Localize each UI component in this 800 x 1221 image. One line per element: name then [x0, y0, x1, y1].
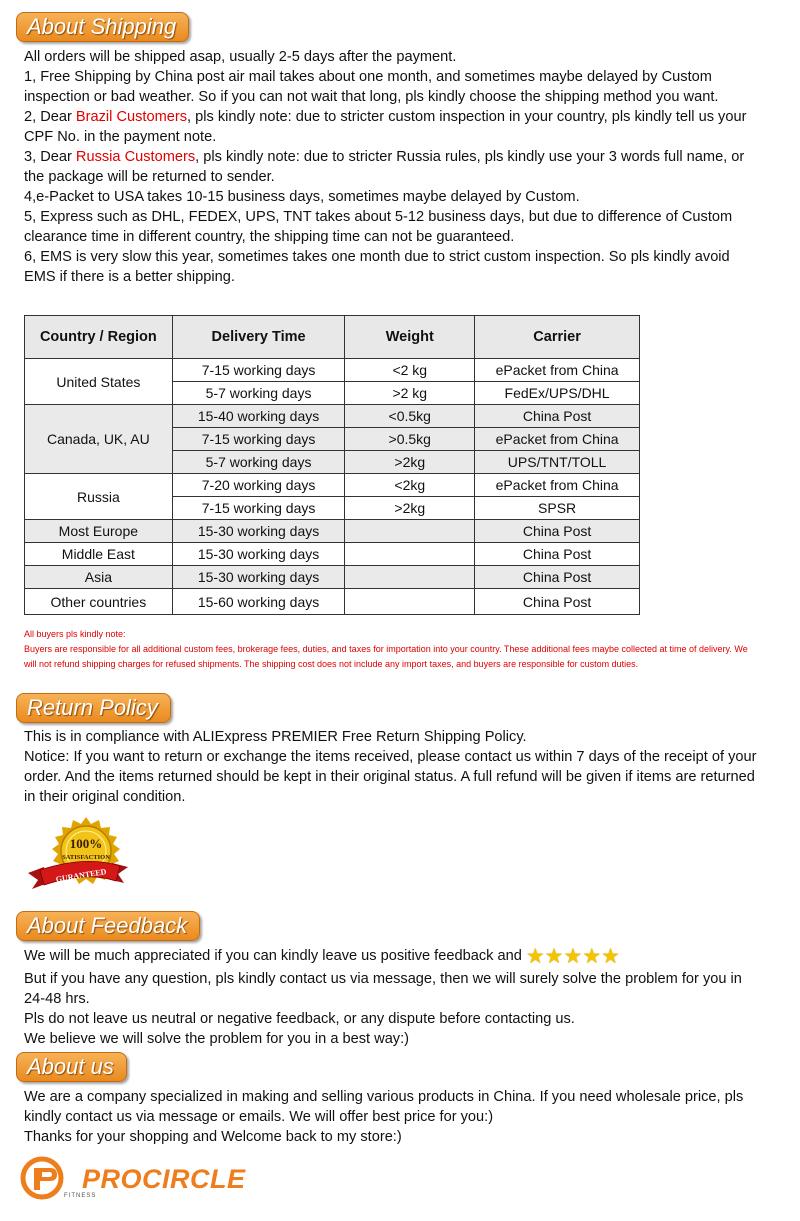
- about-shipping-heading: About Shipping: [27, 14, 177, 39]
- logo-sub: FITNESS: [64, 1193, 97, 1199]
- time-cell: 7-20 working days: [172, 474, 345, 497]
- procircle-logo-mark: [23, 1159, 61, 1197]
- time-cell: 15-30 working days: [172, 543, 345, 566]
- carrier-cell: China Post: [475, 405, 640, 428]
- region-cell: Asia: [25, 566, 173, 589]
- procircle-logo: [20, 1155, 290, 1201]
- shipping-point-3-pre: 3, Dear: [24, 149, 76, 165]
- shipping-point-3: [24, 147, 764, 187]
- table-row: [25, 566, 640, 589]
- time-cell: 15-40 working days: [172, 405, 345, 428]
- weight-cell: >2kg: [345, 451, 475, 474]
- shipping-intro: All orders will be shipped asap, usually 2-5 days after the payment.: [24, 49, 457, 65]
- time-cell: 5-7 working days: [172, 451, 345, 474]
- weight-cell: >2kg: [345, 497, 475, 520]
- about-feedback-banner: [16, 911, 200, 941]
- carrier-cell: ePacket from China: [475, 474, 640, 497]
- carrier-cell: ePacket from China: [475, 359, 640, 382]
- carrier-cell: ePacket from China: [475, 428, 640, 451]
- about-feedback-heading: About Feedback: [27, 913, 188, 938]
- return-policy-banner: [16, 693, 171, 723]
- table-header-row: [25, 316, 640, 359]
- star-icon: ★: [544, 945, 564, 968]
- time-cell: 15-60 working days: [172, 589, 345, 615]
- star-icon: ★: [525, 945, 545, 968]
- about-us-p2: Thanks for your shopping and Welcome back to my store:): [24, 1129, 402, 1145]
- badge-ribbon-text: GURANTEED: [55, 867, 108, 884]
- about-us-p1: We are a company specialized in making and selling various products in China. If you need wholesale price, pls kindly contact us via message or emails. We will offer best price for you:): [24, 1089, 744, 1125]
- about-us-heading: About us: [27, 1054, 114, 1079]
- carrier-cell: China Post: [475, 543, 640, 566]
- weight-cell: <2 kg: [345, 359, 475, 382]
- shipping-point-2-post: , pls kindly note: due to stricter custom inspection in your country, pls kindly tell us your CPF No. in the payment note.: [24, 109, 747, 145]
- feedback-p3: Pls do not leave us neutral or negative feedback, or any dispute before contacting us.: [24, 1011, 575, 1027]
- feedback-p1-text: We will be much appreciated if you can kindly leave us positive feedback and: [24, 948, 522, 964]
- about-us-text: [24, 1087, 764, 1147]
- header-carrier: Carrier: [475, 316, 640, 359]
- buyers-note-title: All buyers pls kindly note:: [24, 629, 126, 639]
- region-cell: Middle East: [25, 543, 173, 566]
- badge-percent: 100%: [69, 836, 103, 851]
- time-cell: 15-30 working days: [172, 566, 345, 589]
- table-row: [25, 474, 640, 497]
- buyers-note-body: Buyers are responsible for all additional custom fees, brokerage fees, duties, and taxes for importation into your country. These additional fees maybe collected at time of delivery. We will not refund shipping charges for refused shipments. The shipping cost does not include any import taxes, and buyers are responsible for custom duties.: [24, 644, 748, 669]
- star-icon: ★: [582, 945, 602, 968]
- badge-word: SATISFACTION: [62, 854, 110, 861]
- return-policy-p1: This is in compliance with ALIExpress PREMIER Free Return Shipping Policy.: [24, 729, 527, 745]
- shipping-point-5: 5, Express such as DHL, FEDEX, UPS, TNT takes about 5-12 business days, but due to difference of Custom clearance time in different country, the shipping time can not be guaranteed.: [24, 209, 733, 245]
- time-cell: 7-15 working days: [172, 359, 345, 382]
- table-row: [25, 520, 640, 543]
- russia-customers-highlight: Russia Customers: [75, 149, 196, 165]
- shipping-point-3-post: , pls kindly note: due to stricter Russia rules, pls kindly use your 3 words full name, or the package will be returned to sender.: [24, 149, 745, 185]
- weight-cell: [345, 589, 475, 615]
- carrier-cell: China Post: [475, 589, 640, 615]
- logo-brand: PROCIRCLE: [82, 1164, 246, 1194]
- table-row: [25, 589, 640, 615]
- header-delivery-time: Delivery Time: [172, 316, 345, 359]
- weight-cell: <0.5kg: [345, 405, 475, 428]
- return-policy-p2: Notice: If you want to return or exchange the items received, please contact us within 7 days of the receipt of your order. And the items returned should be kept in their original status. A full refund will be given if items are returned in their original condition.: [24, 749, 757, 805]
- carrier-cell: SPSR: [475, 497, 640, 520]
- brazil-customers-highlight: Brazil Customers: [75, 109, 188, 125]
- region-cell: Other countries: [25, 589, 173, 615]
- satisfaction-guaranteed-badge: [24, 815, 132, 900]
- time-cell: 7-15 working days: [172, 428, 345, 451]
- carrier-cell: China Post: [475, 566, 640, 589]
- feedback-text: [24, 946, 764, 1049]
- header-weight: Weight: [345, 316, 475, 359]
- header-country: Country / Region: [25, 316, 173, 359]
- buyers-note: [24, 627, 754, 672]
- shipping-point-2: [24, 107, 764, 147]
- table-row: [25, 359, 640, 382]
- weight-cell: [345, 543, 475, 566]
- weight-cell: [345, 566, 475, 589]
- about-shipping-banner: [16, 12, 189, 42]
- shipping-point-4: 4,e-Packet to USA takes 10-15 business days, sometimes maybe delayed by Custom.: [24, 189, 580, 205]
- carrier-cell: UPS/TNT/TOLL: [475, 451, 640, 474]
- weight-cell: [345, 520, 475, 543]
- time-cell: 5-7 working days: [172, 382, 345, 405]
- star-icon: ★: [601, 945, 620, 968]
- region-cell: Russia: [25, 474, 173, 520]
- region-cell: Most Europe: [25, 520, 173, 543]
- return-policy-heading: Return Policy: [27, 695, 158, 720]
- weight-cell: <2kg: [345, 474, 475, 497]
- weight-cell: >2 kg: [345, 382, 475, 405]
- feedback-p1: [24, 946, 764, 969]
- feedback-p2: But if you have any question, pls kindly contact us via message, then we will surely solve the problem for you in 24-48 hrs.: [24, 971, 742, 1007]
- time-cell: 7-15 working days: [172, 497, 345, 520]
- feedback-p4: We believe we will solve the problem for you in a best way:): [24, 1031, 410, 1047]
- shipping-point-6: 6, EMS is very slow this year, sometimes takes one month due to strict custom inspection. So pls kindly avoid EMS if there is a better shipping.: [24, 249, 730, 285]
- table-row: [25, 543, 640, 566]
- shipping-point-2-pre: 2, Dear: [24, 109, 76, 125]
- about-us-banner: [16, 1052, 127, 1082]
- weight-cell: >0.5kg: [345, 428, 475, 451]
- region-cell: United States: [25, 359, 173, 405]
- region-cell: Canada, UK, AU: [25, 405, 173, 474]
- five-star-rating: [525, 945, 620, 969]
- shipping-table: [24, 315, 640, 615]
- shipping-point-1: 1, Free Shipping by China post air mail takes about one month, and sometimes maybe delayed by Custom inspection or bad weather. So if you can not wait that long, pls kindly choose the shipping method you want.: [24, 69, 719, 105]
- shipping-text: [24, 47, 764, 287]
- carrier-cell: FedEx/UPS/DHL: [475, 382, 640, 405]
- star-icon: ★: [563, 945, 583, 968]
- time-cell: 15-30 working days: [172, 520, 345, 543]
- return-policy-text: [24, 727, 764, 807]
- carrier-cell: China Post: [475, 520, 640, 543]
- table-row: [25, 405, 640, 428]
